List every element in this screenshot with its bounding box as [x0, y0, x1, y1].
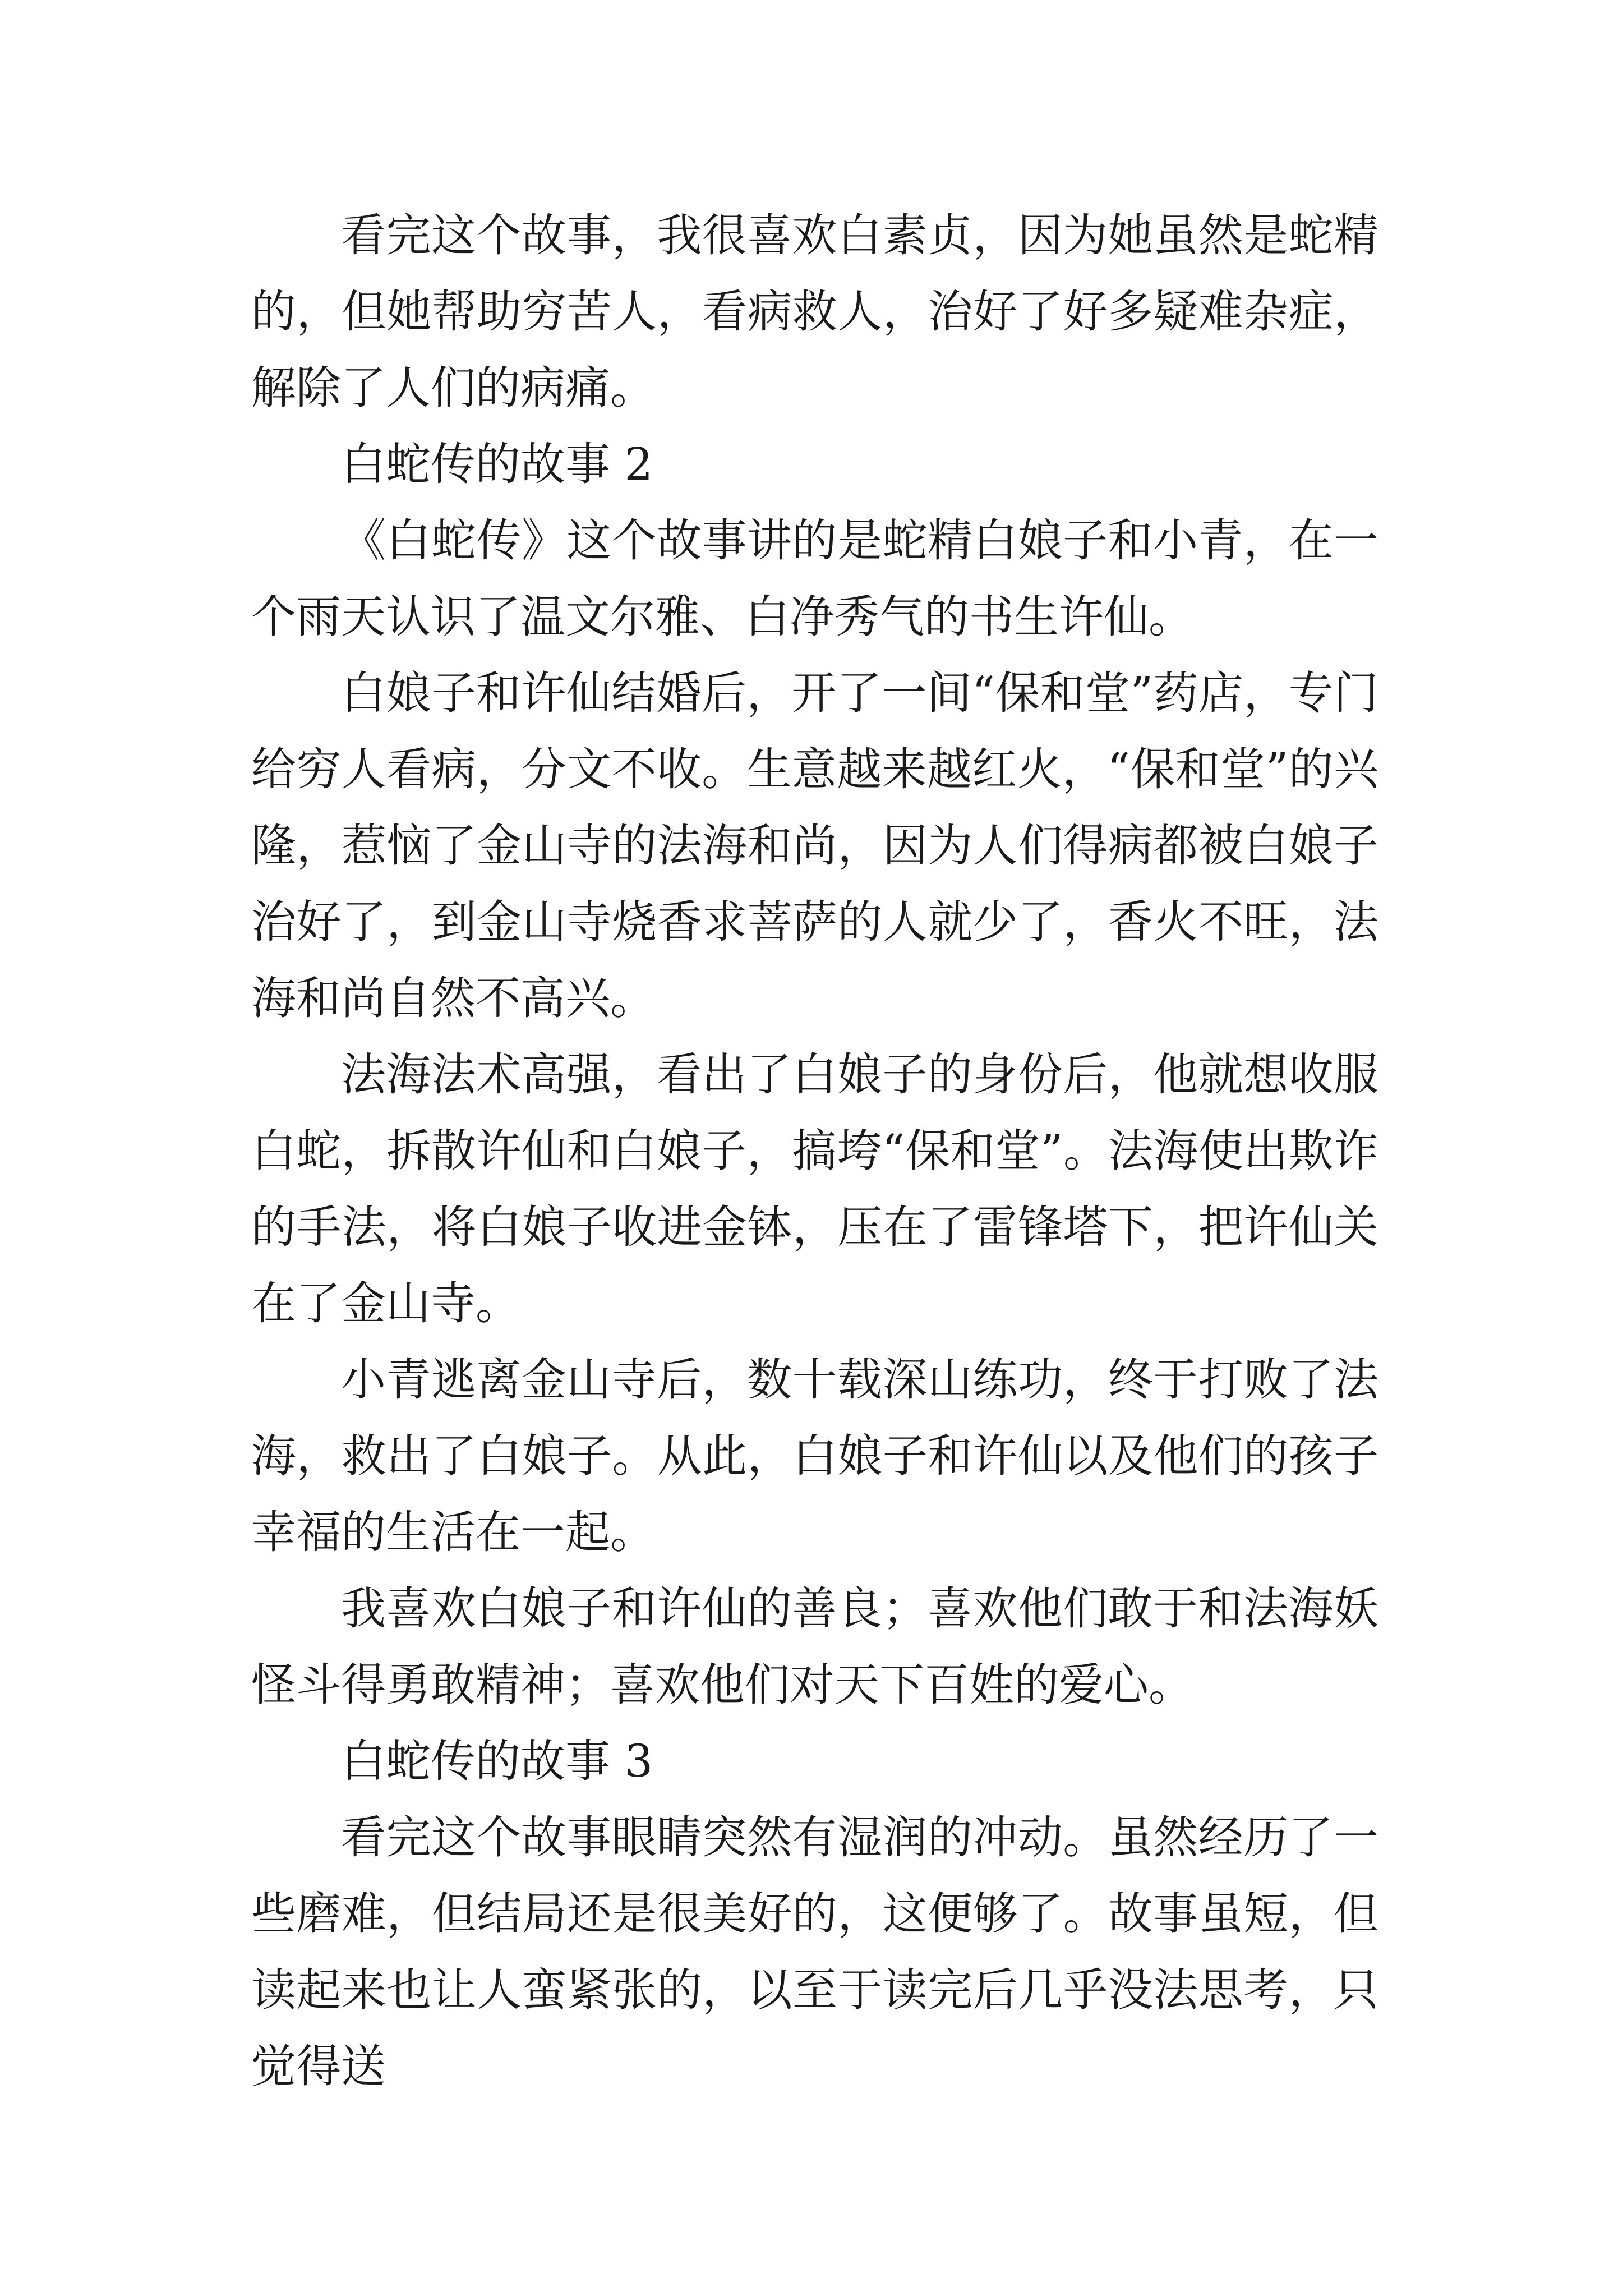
document-body: [251, 197, 1378, 2105]
paragraph-reflection: 我喜欢白娘子和许仙的善良；喜欢他们敢于和法海妖怪斗得勇敢精神；喜欢他们对天下百姓的爱心。: [251, 1582, 1378, 1711]
section-heading-story-3: 白蛇传的故事 3: [341, 1735, 653, 1787]
paragraph-story-summary: 《白蛇传》这个故事讲的是蛇精白娘子和小青，在一个雨天认识了温文尔雅、白净秀气的书生许仙。: [251, 514, 1378, 643]
paragraph-story-3-review: 看完这个故事眼睛突然有湿润的冲动。虽然经历了一些磨难，但结局还是很美好的，这便够了。故事虽短，但读起来也让人蛮紧张的，以至于读完后几乎没法思考，只觉得送: [251, 1811, 1378, 2092]
paragraph-baohetang: 白娘子和许仙结婚后，开了一间“保和堂”药店，专门给穷人看病，分文不收。生意越来越红火，“保和堂”的兴隆，惹恼了金山寺的法海和尚，因为人们得病都被白娘子治好了，到金山寺烧香求菩萨的人就少了，香火不旺，法海和尚自然不高兴。: [251, 667, 1378, 1024]
paragraph-fahai: 法海法术高强，看出了白娘子的身份后，他就想收服白蛇，拆散许仙和白娘子，搞垮“保和堂”。法海使出欺诈的手法，将白娘子收进金钵，压在了雷锋塔下，把许仙关在了金山寺。: [251, 1048, 1378, 1329]
paragraph-intro-review: 看完这个故事，我很喜欢白素贞，因为她虽然是蛇精的，但她帮助穷苦人，看病救人，治好了好多疑难杂症，解除了人们的病痛。: [251, 209, 1378, 414]
paragraph-xiaoqing: 小青逃离金山寺后，数十载深山练功，终于打败了法海，救出了白娘子。从此，白娘子和许仙以及他们的孩子幸福的生活在一起。: [251, 1354, 1378, 1558]
section-heading-story-2: 白蛇传的故事 2: [341, 438, 653, 490]
